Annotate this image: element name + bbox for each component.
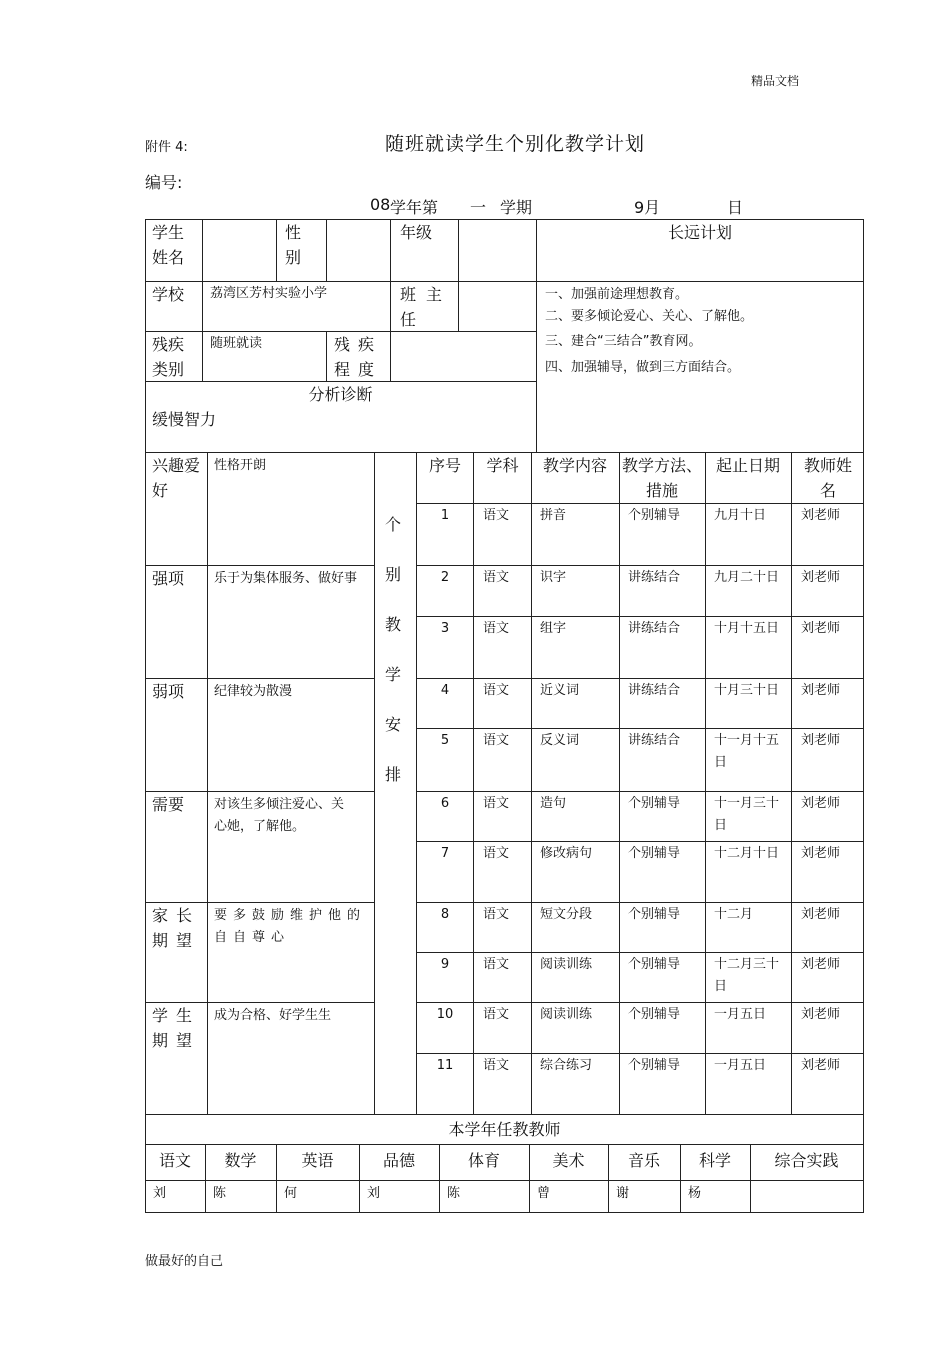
schedule-cell: 4 <box>440 683 450 698</box>
schedule-cell: 阅读训练 <box>540 957 593 972</box>
schedule-cell: 语文 <box>483 733 510 748</box>
schedule-cell: 十一月三十日 <box>714 796 780 833</box>
schedule-cell: 刘老师 <box>801 846 841 861</box>
schedule-cell: 语文 <box>483 570 510 585</box>
schedule-cell: 近义词 <box>540 683 580 698</box>
schedule-cell: 刘老师 <box>801 1007 841 1022</box>
schedule-cell: 刘老师 <box>801 570 841 585</box>
schedule-cell: 8 <box>440 907 450 922</box>
schedule-cell: 造句 <box>540 796 567 811</box>
grade-label: 年级 <box>400 223 433 242</box>
schedule-cell: 九月二十日 <box>714 570 780 585</box>
schedule-cell: 语文 <box>483 621 510 636</box>
profile-value: 乐于为集体服务、做好事 <box>214 571 358 586</box>
term-year: 08 <box>370 195 391 214</box>
gender-label: 性别 <box>285 223 302 267</box>
teacher-subject: 英语 <box>301 1151 334 1170</box>
teacher-subject: 音乐 <box>627 1151 660 1170</box>
schedule-cell: 2 <box>440 570 450 585</box>
schedule-cell: 刘老师 <box>801 957 841 972</box>
schedule-cell: 刘老师 <box>801 508 841 523</box>
teacher-subject: 数学 <box>224 1151 257 1170</box>
schedule-cell: 拼音 <box>540 508 567 523</box>
footer-slogan: 做最好的自己 <box>145 1254 224 1269</box>
schedule-cell: 识字 <box>540 570 567 585</box>
schedule-cell: 语文 <box>483 907 510 922</box>
term-year-label: 学年第 <box>390 198 439 217</box>
profile-label: 家长期望 <box>152 906 201 950</box>
schedule-cell: 刘老师 <box>801 796 841 811</box>
schedule-cell: 语文 <box>483 846 510 861</box>
schedule-cell: 9 <box>440 957 450 972</box>
attachment-label: 附件 4: <box>145 140 188 155</box>
class-teacher-label: 班主任 <box>400 285 453 329</box>
long-plan-title: 长远计划 <box>667 223 732 242</box>
schedule-cell: 九月十日 <box>714 508 767 523</box>
schedule-cell: 一月五日 <box>714 1058 767 1073</box>
schedule-cell: 十二月三十日 <box>714 957 780 994</box>
profile-value: 成为合格、好学生生 <box>214 1008 332 1023</box>
schedule-header: 教师姓名 <box>803 456 852 500</box>
header-top-right: 精品文档 <box>751 74 800 88</box>
teacher-subject: 美术 <box>552 1151 585 1170</box>
schedule-cell: 刘老师 <box>801 683 841 698</box>
page-title: 随班就读学生个别化教学计划 <box>385 133 646 155</box>
diagnosis-label: 分析诊断 <box>308 385 373 404</box>
schedule-cell: 组字 <box>540 621 567 636</box>
schedule-cell: 6 <box>440 796 450 811</box>
schedule-cell: 个别辅导 <box>628 1058 681 1073</box>
schedule-cell: 刘老师 <box>801 621 841 636</box>
schedule-header: 教学内容 <box>542 456 607 475</box>
term-day-label: 日 <box>727 198 744 217</box>
school-value: 荔湾区芳村实验小学 <box>210 286 328 301</box>
schedule-cell: 5 <box>440 733 450 748</box>
schedule-cell: 十二月十日 <box>714 846 780 861</box>
schedule-cell: 10 <box>436 1007 454 1022</box>
serial-label: 编号: <box>145 173 183 192</box>
profile-label: 需要 <box>152 795 185 814</box>
schedule-header: 学科 <box>486 456 519 475</box>
schedule-cell: 讲练结合 <box>628 570 681 585</box>
profile-label: 学生期望 <box>152 1006 201 1050</box>
schedule-cell: 语文 <box>483 957 510 972</box>
schedule-cell: 3 <box>440 621 450 636</box>
schedule-cell: 1 <box>440 508 450 523</box>
schedule-cell: 刘老师 <box>801 1058 841 1073</box>
schedule-cell: 十二月 <box>714 907 754 922</box>
long-plan-item: 一、加强前途理想教育。 <box>545 287 689 302</box>
teacher-name: 刘 <box>367 1186 381 1201</box>
schedule-cell: 讲练结合 <box>628 621 681 636</box>
teacher-name: 谢 <box>616 1186 630 1201</box>
teachers-title: 本学年任教教师 <box>448 1120 561 1139</box>
schedule-cell: 个别辅导 <box>628 846 681 861</box>
schedule-cell: 语文 <box>483 796 510 811</box>
disability-type-value: 随班就读 <box>210 336 263 351</box>
schedule-cell: 阅读训练 <box>540 1007 593 1022</box>
schedule-cell: 个别辅导 <box>628 957 681 972</box>
teacher-name: 刘 <box>153 1186 167 1201</box>
schedule-cell: 11 <box>436 1058 454 1073</box>
term-semester-no: 一 <box>470 198 487 217</box>
school-label: 学校 <box>152 285 185 304</box>
schedule-cell: 刘老师 <box>801 733 841 748</box>
schedule-header: 起止日期 <box>715 456 780 475</box>
schedule-header: 教学方法、措施 <box>622 456 703 500</box>
schedule-cell: 一月五日 <box>714 1007 767 1022</box>
schedule-cell: 十一月十五日 <box>714 733 780 770</box>
schedule-cell: 刘老师 <box>801 907 841 922</box>
schedule-cell: 7 <box>440 846 450 861</box>
disability-degree-label: 残疾程度 <box>334 335 383 379</box>
profile-value: 纪律较为散漫 <box>214 684 293 699</box>
arrangement-label: 个别教学安排 <box>384 515 401 784</box>
teacher-name: 陈 <box>447 1186 461 1201</box>
schedule-cell: 十月三十日 <box>714 683 780 698</box>
schedule-cell: 讲练结合 <box>628 733 681 748</box>
profile-label: 强项 <box>152 569 185 588</box>
schedule-cell: 个别辅导 <box>628 1007 681 1022</box>
term-semester-label: 学期 <box>500 198 533 217</box>
teacher-subject: 品德 <box>382 1151 415 1170</box>
teacher-name: 何 <box>284 1186 298 1201</box>
teacher-name: 杨 <box>688 1186 702 1201</box>
schedule-cell: 个别辅导 <box>628 796 681 811</box>
teacher-subject: 语文 <box>158 1151 191 1170</box>
profile-value: 性格开朗 <box>214 458 267 473</box>
long-plan-item: 四、加强辅导，做到三方面结合。 <box>545 360 741 375</box>
schedule-cell: 修改病句 <box>540 846 593 861</box>
schedule-cell: 个别辅导 <box>628 907 681 922</box>
teacher-subject: 科学 <box>698 1151 731 1170</box>
teacher-name: 曾 <box>537 1186 551 1201</box>
disability-type-label: 残疾类别 <box>152 335 185 379</box>
profile-label: 弱项 <box>152 682 185 701</box>
schedule-cell: 十月十五日 <box>714 621 780 636</box>
schedule-cell: 个别辅导 <box>628 508 681 523</box>
schedule-header: 序号 <box>428 456 461 475</box>
term-month: 9月 <box>634 198 661 217</box>
schedule-cell: 语文 <box>483 508 510 523</box>
schedule-cell: 语文 <box>483 683 510 698</box>
profile-value: 对该生多倾注爱心、关心她，了解他。 <box>214 797 345 834</box>
schedule-cell: 综合练习 <box>540 1058 593 1073</box>
profile-value: 要多鼓励维护他的自自尊心 <box>214 908 367 945</box>
teacher-subject: 体育 <box>467 1151 500 1170</box>
schedule-cell: 反义词 <box>540 733 580 748</box>
schedule-cell: 语文 <box>483 1007 510 1022</box>
teacher-name: 陈 <box>213 1186 227 1201</box>
diagnosis-value: 缓慢智力 <box>152 410 217 429</box>
schedule-cell: 讲练结合 <box>628 683 681 698</box>
profile-label: 兴趣爱好 <box>152 456 201 500</box>
schedule-cell: 短文分段 <box>540 907 593 922</box>
student-name-label: 学生姓名 <box>152 223 185 267</box>
long-plan-item: 二、要多倾论爱心、关心、了解他。 <box>545 309 754 324</box>
schedule-cell: 语文 <box>483 1058 510 1073</box>
long-plan-item: 三、建合“三结合”教育网。 <box>545 334 702 349</box>
teacher-subject: 综合实践 <box>774 1151 839 1170</box>
